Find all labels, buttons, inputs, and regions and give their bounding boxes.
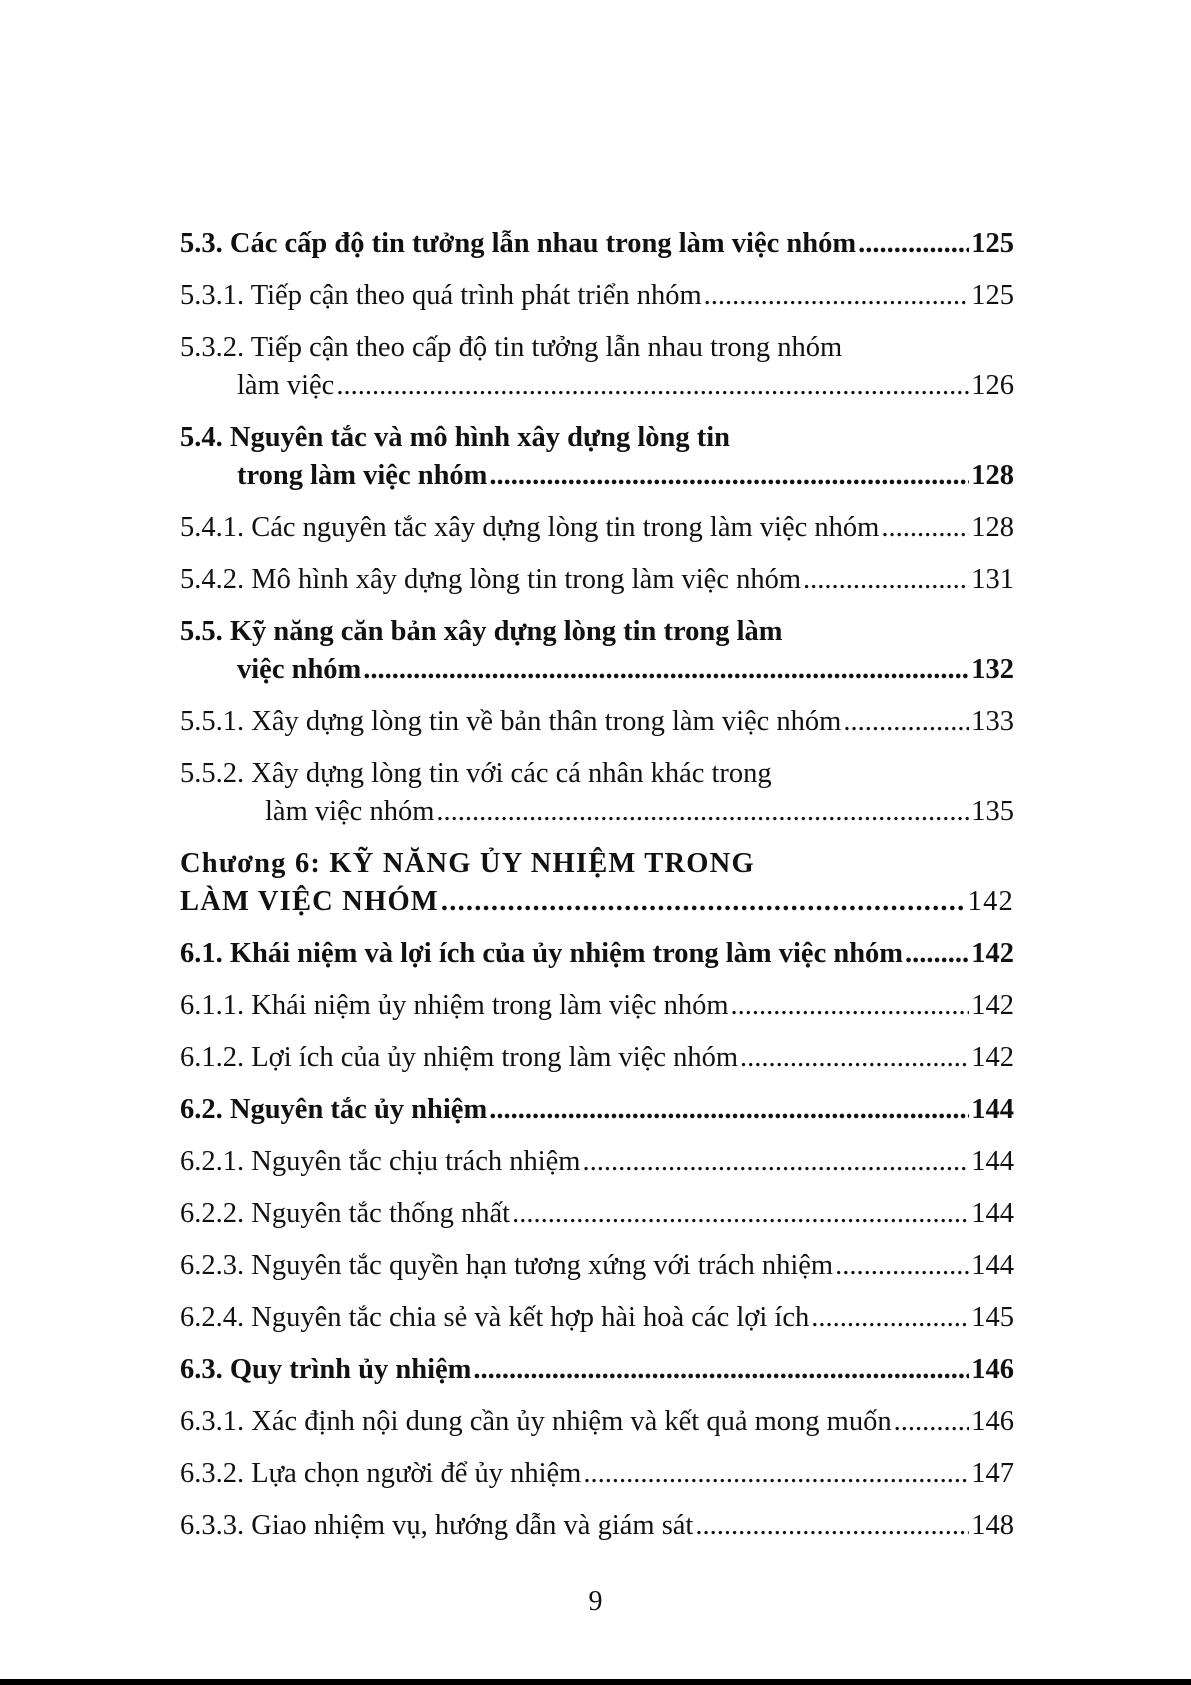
toc-page-number: 125 <box>971 228 1014 259</box>
toc-page-number: 133 <box>971 706 1014 737</box>
toc-entry-title-line-1: 5.4. Nguyên tắc và mô hình xây dựng lòng tin <box>180 422 730 453</box>
dot-leader <box>583 1455 969 1493</box>
toc-entry-6-2-1 <box>180 1143 1014 1181</box>
dot-leader <box>436 793 969 831</box>
toc-page-number: 128 <box>971 460 1014 491</box>
dot-leader <box>803 561 969 599</box>
dot-leader <box>835 1247 969 1285</box>
toc-entry-6-1 <box>180 935 1014 973</box>
dot-leader <box>843 703 969 741</box>
toc-entry-title: 6.3.2. Lựa chọn người để ủy nhiệm <box>180 1458 582 1489</box>
toc-page-number: 144 <box>971 1094 1014 1125</box>
toc-entry-5-5-1 <box>180 703 1014 741</box>
toc-entry-title: 6.2.1. Nguyên tắc chịu trách nhiệm <box>180 1146 581 1177</box>
toc-entry-5-4-2 <box>180 561 1014 599</box>
dot-leader <box>704 277 970 315</box>
toc-page-number: 142 <box>971 938 1014 969</box>
dot-leader <box>905 935 969 973</box>
dot-leader <box>441 883 966 921</box>
toc-entry-6-3-2 <box>180 1455 1014 1493</box>
dot-leader <box>489 457 969 495</box>
toc-page-number: 147 <box>971 1458 1014 1489</box>
toc-entry-title-line-1: 5.5.2. Xây dựng lòng tin với các cá nhân khác trong <box>180 758 772 789</box>
toc-entry-title: 6.1.2. Lợi ích của ủy nhiệm trong làm việc nhóm <box>180 1042 739 1073</box>
toc-page-number: 142 <box>971 1042 1014 1073</box>
toc-page-number: 144 <box>971 1146 1014 1177</box>
toc-entry-title-line-2: LÀM VIỆC NHÓM <box>180 886 439 917</box>
toc-entry-6-2-4 <box>180 1299 1014 1337</box>
toc-entry-title-line-1: Chương 6: KỸ NĂNG ỦY NHIỆM TRONG <box>180 848 755 879</box>
toc-entry-title-line-2: làm việc nhóm <box>265 796 435 827</box>
dot-leader <box>473 1351 969 1389</box>
toc-entry-title-line-1: 5.3.2. Tiếp cận theo cấp độ tin tưởng lẫn nhau trong nhóm <box>180 332 843 363</box>
dot-leader <box>858 225 969 263</box>
toc-page-number: 144 <box>971 1198 1014 1229</box>
toc-page-number: 131 <box>971 564 1014 595</box>
toc-entry-title-line-2: làm việc <box>237 370 335 401</box>
toc-page-number: 146 <box>971 1354 1014 1385</box>
dot-leader <box>695 1507 969 1545</box>
dot-leader <box>740 1039 969 1077</box>
toc-entry-title-line-2: trong làm việc nhóm <box>237 460 488 491</box>
toc-entry-chapter-6 <box>180 845 1014 921</box>
dot-leader <box>582 1143 969 1181</box>
toc-page-number: 142 <box>967 886 1014 917</box>
toc-page-number: 125 <box>971 280 1014 311</box>
toc-entry-6-2-3 <box>180 1247 1014 1285</box>
toc-entry-title: 5.3.1. Tiếp cận theo quá trình phát triển nhóm <box>180 280 702 311</box>
dot-leader <box>731 987 970 1025</box>
toc-entry-title: 6.2.4. Nguyên tắc chia sẻ và kết hợp hài hoà các lợi ích <box>180 1302 810 1333</box>
dot-leader <box>489 1091 969 1129</box>
toc-entry-title: 5.4.2. Mô hình xây dựng lòng tin trong làm việc nhóm <box>180 564 802 595</box>
toc-entry-title-line-2: việc nhóm <box>237 654 362 685</box>
toc-entry-6-1-2 <box>180 1039 1014 1077</box>
toc-entry-6-1-1 <box>180 987 1014 1025</box>
toc-page-number: 135 <box>971 796 1014 827</box>
toc-entry-5-5-2 <box>180 755 1014 831</box>
toc-entry-title: 6.3.3. Giao nhiệm vụ, hướng dẫn và giám sát <box>180 1510 694 1541</box>
toc-entry-title: 6.1.1. Khái niệm ủy nhiệm trong làm việc nhóm <box>180 990 729 1021</box>
toc-entry-5-4-1 <box>180 509 1014 547</box>
dot-leader <box>881 509 969 547</box>
toc-page-number: 145 <box>971 1302 1014 1333</box>
toc-entry-5-3-1 <box>180 277 1014 315</box>
toc-page-number: 142 <box>971 990 1014 1021</box>
toc-page-number: 144 <box>971 1250 1014 1281</box>
toc-entry-6-2 <box>180 1091 1014 1129</box>
toc-entry-title: 6.2.2. Nguyên tắc thống nhất <box>180 1198 511 1229</box>
toc-page-number: 126 <box>971 370 1014 401</box>
dot-leader <box>894 1403 970 1441</box>
toc-entry-title: 6.3. Quy trình ủy nhiệm <box>180 1354 472 1385</box>
toc-entry-6-3 <box>180 1351 1014 1389</box>
toc-entry-6-3-3 <box>180 1507 1014 1545</box>
toc-entry-5-3-2 <box>180 329 1014 405</box>
dot-leader <box>363 651 969 689</box>
toc-entry-title: 5.3. Các cấp độ tin tưởng lẫn nhau trong làm việc nhóm <box>180 228 857 259</box>
toc-entry-5-4 <box>180 419 1014 495</box>
toc-entry-title: 6.3.1. Xác định nội dung cần ủy nhiệm và kết quả mong muốn <box>180 1406 892 1437</box>
toc-page-number: 132 <box>971 654 1014 685</box>
toc-entry-title: 5.5.1. Xây dựng lòng tin về bản thân trong làm việc nhóm <box>180 706 842 737</box>
toc-page-number: 146 <box>971 1406 1014 1437</box>
dot-leader <box>811 1299 969 1337</box>
table-of-contents <box>180 225 1014 1559</box>
toc-entry-6-2-2 <box>180 1195 1014 1233</box>
toc-entry-5-5 <box>180 613 1014 689</box>
toc-entry-title: 6.1. Khái niệm và lợi ích của ủy nhiệm trong làm việc nhóm <box>180 938 904 969</box>
toc-page-number: 128 <box>971 512 1014 543</box>
bottom-border-rule <box>0 1679 1191 1685</box>
page-number: 9 <box>588 1586 603 1617</box>
dot-leader <box>336 367 969 405</box>
toc-entry-title: 5.4.1. Các nguyên tắc xây dựng lòng tin trong làm việc nhóm <box>180 512 880 543</box>
toc-entry-title-line-1: 5.5. Kỹ năng căn bản xây dựng lòng tin trong làm <box>180 616 783 647</box>
toc-entry-title: 6.2.3. Nguyên tắc quyền hạn tương xứng với trách nhiệm <box>180 1250 834 1281</box>
toc-entry-6-3-1 <box>180 1403 1014 1441</box>
toc-entry-5-3 <box>180 225 1014 263</box>
toc-entry-title: 6.2. Nguyên tắc ủy nhiệm <box>180 1094 488 1125</box>
dot-leader <box>512 1195 969 1233</box>
toc-page-number: 148 <box>971 1510 1014 1541</box>
